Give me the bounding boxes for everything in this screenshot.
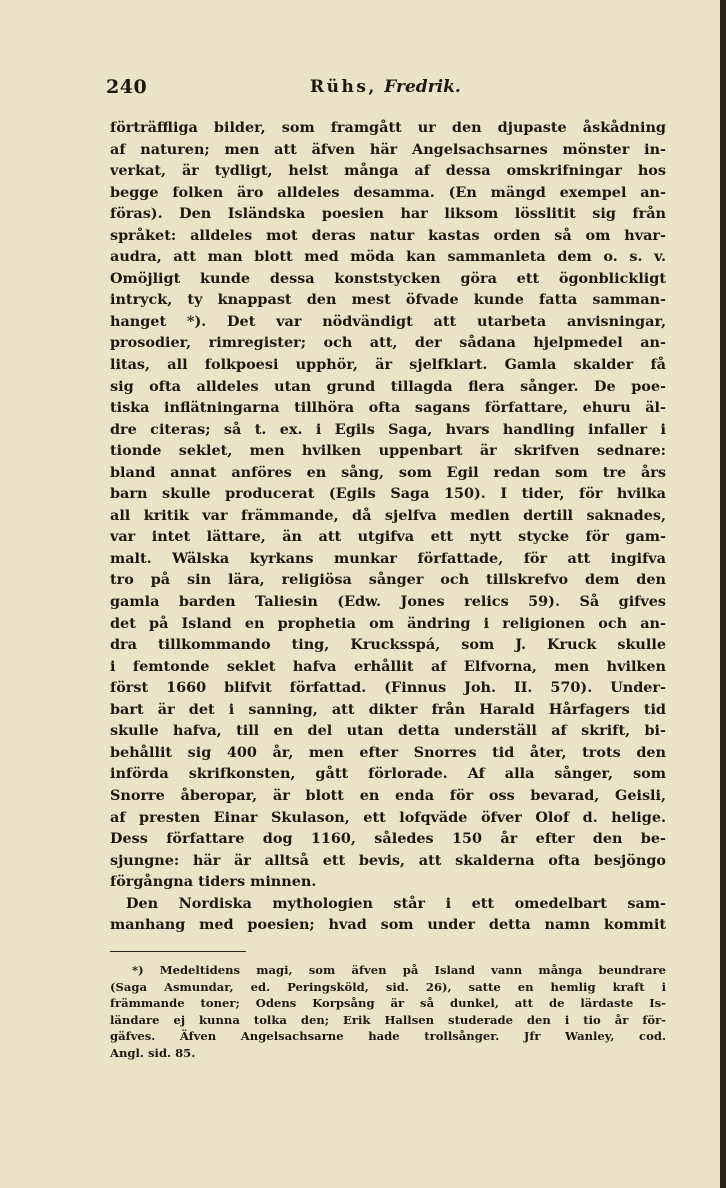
text-line: först 1660 blifvit författad. (Finnus Joh. II. 570). Under- <box>110 679 666 697</box>
text-line: Snorre åberopar, är blott en enda för oss bevarad, Geisli, <box>110 786 666 804</box>
page-header <box>106 76 666 102</box>
footnote-line: (Saga Asmundar, ed. Peringsköld, sid. 26), satte en hemlig kraft i <box>110 979 666 994</box>
text-line: barn skulle producerat (Egils Saga 150). I tider, för hvilka <box>110 485 666 503</box>
text-line: audra, att man blott med möda kan sammanleta dem o. s. v. <box>110 248 666 266</box>
body-text <box>110 117 666 936</box>
text-line: tionde seklet, men hvilken uppenbart är skrifven sednare: <box>110 442 666 460</box>
footnote-line: främmande toner; Odens Korpsång är så dunkel, att de lärdaste Is- <box>110 996 666 1011</box>
text-line: dra tillkommando ting, Krucksspá, som J. Kruck skulle <box>110 636 666 654</box>
text-line: litas, all folkpoesi upphör, är sjelfklart. Gamla skalder få <box>110 356 666 374</box>
text-line: Dess författare dog 1160, således 150 år efter den be- <box>110 830 666 848</box>
text-line: förgångna tiders minnen. <box>110 873 317 891</box>
text-line: af presten Einar Skulason, ett lofqväde öfver Olof d. helige. <box>110 808 666 826</box>
running-head-separator: , <box>368 77 375 97</box>
text-line: all kritik var främmande, då sjelfva medlen dertill saknades, <box>110 506 666 524</box>
page-edge <box>720 0 726 1188</box>
running-head <box>310 77 461 97</box>
text-line: verkat, är tydligt, helst många af dessa omskrifningar hos <box>110 162 666 180</box>
text-line: skulle hafva, till en del utan detta underställ af skrift, bi- <box>110 722 666 740</box>
text-line: sjungne: här är alltså ett bevis, att skalderna ofta besjöngo <box>110 851 666 869</box>
footnote-line: ländare ej kunna tolka den; Erik Hallsen studerade den i tio år för- <box>110 1012 666 1027</box>
text-line: Omöjligt kunde dessa konststycken göra ett ögonblickligt <box>110 269 666 287</box>
text-line: af naturen; men att äfven här Angelsachsarnes mönster in- <box>110 140 666 158</box>
page-number: 240 <box>106 76 148 98</box>
text-line: dre citeras; så t. ex. i Egils Saga, hvars handling infaller i <box>110 420 666 438</box>
text-line: manhang med poesien; hvad som under detta namn kommit <box>110 916 666 934</box>
text-line: förträffliga bilder, som framgått ur den djupaste åskådning <box>110 119 666 136</box>
text-line: begge folken äro alldeles desamma. (En mängd exempel an- <box>110 183 666 201</box>
text-line: i femtonde seklet hafva erhållit af Elfvorna, men hvilken <box>110 657 666 675</box>
text-line: sig ofta alldeles utan grund tillagda flera sånger. De poe- <box>110 377 666 395</box>
text-line: Den Nordiska mythologien står i ett omedelbart sam- <box>126 894 666 912</box>
footnotes <box>110 962 666 1062</box>
text-line: bland annat anföres en sång, som Egil redan som tre års <box>110 463 666 481</box>
text-line: intryck, ty knappast den mest öfvade kunde fatta samman- <box>110 291 666 309</box>
running-head-name: Rühs <box>310 77 369 97</box>
footnote-rule <box>110 951 246 952</box>
text-line: hanget *). Det var nödvändigt att utarbeta anvisningar, <box>110 312 666 330</box>
text-line: gamla barden Taliesin (Edw. Jones relics 59). Så gifves <box>110 593 666 611</box>
footnote-line: Angl. sid. 85. <box>110 1045 196 1060</box>
text-line: föras). Den Isländska poesien har liksom lösslitit sig från <box>110 205 666 223</box>
text-line: var intet lättare, än att utgifva ett nytt stycke för gam- <box>110 528 666 546</box>
text-line: tro på sin lära, religiösa sånger och tillskrefvo dem den <box>110 571 666 589</box>
text-line: prosodier, rimregister; och att, der sådana hjelpmedel an- <box>110 334 666 352</box>
text-line: språket: alldeles mot deras natur kastas orden så om hvar- <box>110 226 666 244</box>
footnote-line: *) Medeltidens magi, som äfven på Island vann många beundrare <box>132 963 666 977</box>
footnote-line: gäfves. Äfven Angelsachsarne hade trollsånger. Jfr Wanley, cod. <box>110 1029 666 1044</box>
text-line: behållit sig 400 år, men efter Snorres tid åter, trots den <box>110 743 666 761</box>
text-line: införda skrifkonsten, gått förlorade. Af alla sånger, som <box>110 765 666 783</box>
text-line: tiska inflätningarna tillhöra ofta sagans författare, ehuru äl- <box>110 399 666 417</box>
text-line: det på Island en prophetia om ändring i religionen och an- <box>110 614 666 632</box>
running-head-first-name: Fredrik. <box>384 77 461 97</box>
text-line: bart är det i sanning, att dikter från Harald Hårfagers tid <box>110 700 666 718</box>
text-line: malt. Wälska kyrkans munkar författade, för att ingifva <box>110 549 666 567</box>
